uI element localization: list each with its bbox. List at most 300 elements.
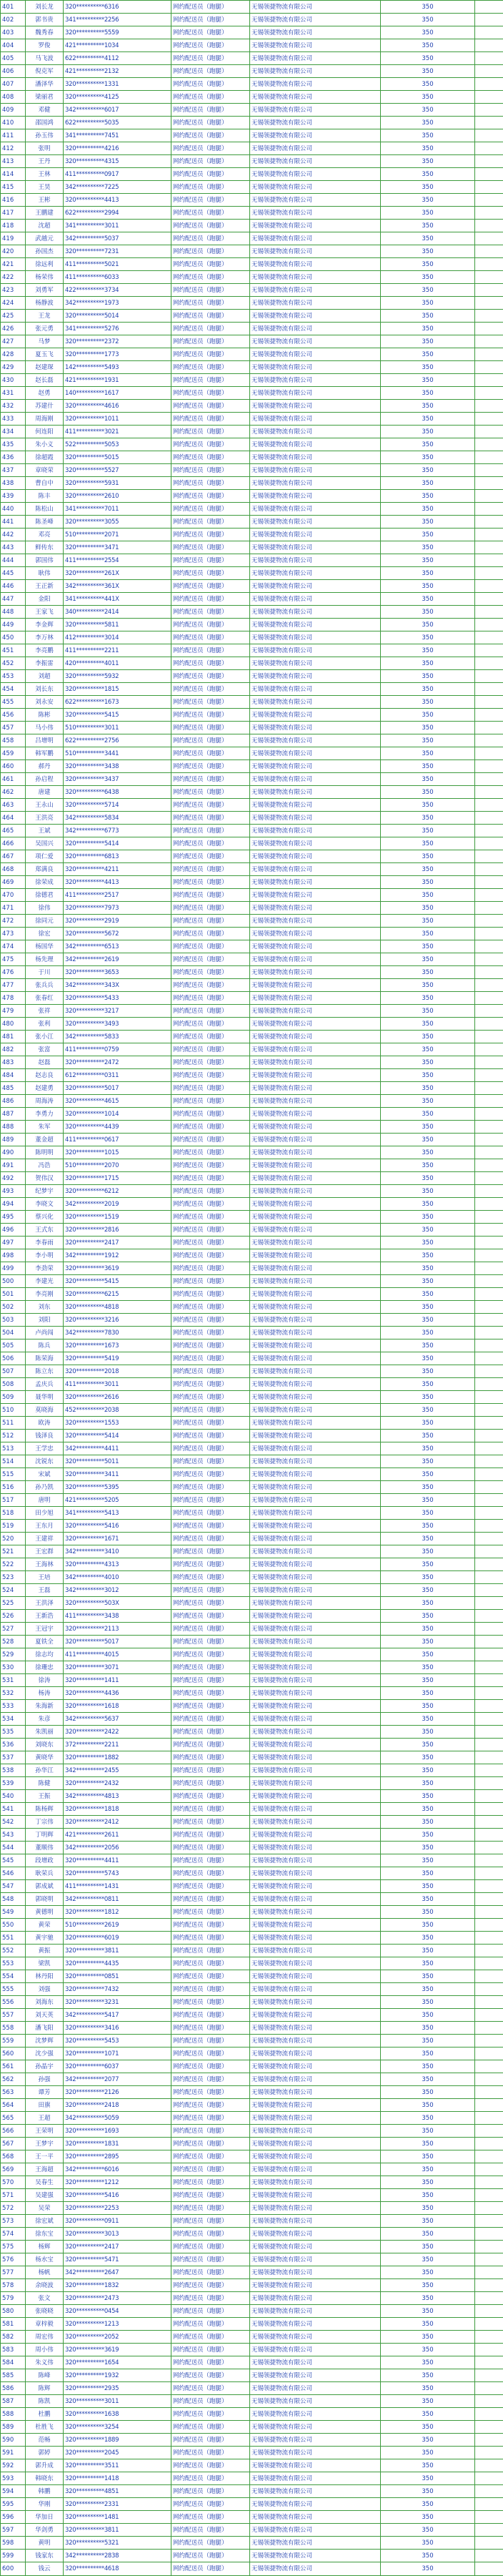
id-number-cell: 341**********7011 — [64, 503, 171, 516]
row-number-cell: 431 — [1, 387, 26, 400]
table-row — [1, 129, 503, 142]
empty-cell — [475, 374, 503, 387]
table-row — [1, 2472, 503, 2485]
name-cell: 张明 — [26, 142, 64, 155]
table-row — [1, 1031, 503, 1043]
table-row — [1, 1919, 503, 1932]
company-cell: 无锡领捷物流有限公司 — [250, 1854, 381, 1867]
amount-cell: 350 — [381, 1571, 475, 1584]
job-type-cell: 网约配送员（跑腿） — [171, 1661, 250, 1674]
table-row — [1, 1648, 503, 1661]
company-cell: 无锡领捷物流有限公司 — [250, 2138, 381, 2150]
job-type-cell: 网约配送员（跑腿） — [171, 2550, 250, 2562]
empty-cell — [475, 2241, 503, 2253]
table-row — [1, 91, 503, 104]
table-row — [1, 323, 503, 335]
table-row — [1, 1777, 503, 1790]
company-cell: 无锡领捷物流有限公司 — [250, 1520, 381, 1533]
empty-cell — [475, 1867, 503, 1880]
name-cell: 赵志良 — [26, 1069, 64, 1082]
name-cell: 徐东宝 — [26, 2228, 64, 2241]
row-number-cell: 478 — [1, 992, 26, 1005]
company-cell: 无锡领捷物流有限公司 — [250, 1018, 381, 1031]
row-number-cell: 457 — [1, 722, 26, 734]
empty-cell — [475, 1134, 503, 1146]
job-type-cell: 网约配送员（跑腿） — [171, 477, 250, 490]
empty-cell — [475, 2485, 503, 2498]
name-cell: 刘强 — [26, 1983, 64, 1996]
name-cell: 赵勇 — [26, 387, 64, 400]
name-cell: 唐明 — [26, 1494, 64, 1507]
company-cell: 无锡领捷物流有限公司 — [250, 541, 381, 554]
amount-cell: 350 — [381, 1854, 475, 1867]
name-cell: 聂华明 — [26, 1391, 64, 1404]
empty-cell — [475, 966, 503, 979]
row-number-cell: 588 — [1, 2408, 26, 2421]
row-number-cell: 486 — [1, 1095, 26, 1108]
id-number-cell: 320**********5017 — [64, 1636, 171, 1648]
table-row — [1, 2537, 503, 2550]
table-row — [1, 1417, 503, 1430]
name-cell: 杨水宝 — [26, 2253, 64, 2266]
amount-cell: 350 — [381, 1430, 475, 1442]
amount-cell: 350 — [381, 400, 475, 413]
job-type-cell: 网约配送员（跑腿） — [171, 812, 250, 825]
table-row — [1, 1352, 503, 1365]
id-number-cell: 320**********1015 — [64, 1146, 171, 1159]
company-cell: 无锡领捷物流有限公司 — [250, 1777, 381, 1790]
amount-cell: 350 — [381, 1082, 475, 1095]
id-number-cell: 320**********4439 — [64, 1121, 171, 1134]
id-number-cell: 320**********2418 — [64, 2099, 171, 2112]
company-cell: 无锡领捷物流有限公司 — [250, 902, 381, 915]
id-number-cell: 320**********3653 — [64, 966, 171, 979]
table-row — [1, 1262, 503, 1275]
row-number-cell: 407 — [1, 78, 26, 91]
name-cell: 周海刚 — [26, 413, 64, 426]
table-row — [1, 1545, 503, 1558]
table-row — [1, 554, 503, 567]
job-type-cell: 网约配送员（跑腿） — [171, 1095, 250, 1108]
job-type-cell: 网约配送员（跑腿） — [171, 1558, 250, 1571]
row-number-cell: 532 — [1, 1687, 26, 1700]
name-cell: 赵建琛 — [26, 361, 64, 374]
id-number-cell: 372**********2211 — [64, 1739, 171, 1751]
table-row — [1, 979, 503, 992]
id-number-cell: 320**********3013 — [64, 2228, 171, 2241]
amount-cell: 350 — [381, 747, 475, 760]
company-cell: 无锡领捷物流有限公司 — [250, 297, 381, 310]
row-number-cell: 504 — [1, 1327, 26, 1339]
name-cell: 谭芳 — [26, 2086, 64, 2099]
company-cell: 无锡领捷物流有限公司 — [250, 1726, 381, 1739]
job-type-cell: 网约配送员（跑腿） — [171, 837, 250, 850]
company-cell: 无锡领捷物流有限公司 — [250, 1867, 381, 1880]
row-number-cell: 567 — [1, 2138, 26, 2150]
row-number-cell: 598 — [1, 2537, 26, 2550]
id-number-cell: 320**********2919 — [64, 915, 171, 928]
name-cell: 夏铁全 — [26, 1636, 64, 1648]
amount-cell: 350 — [381, 413, 475, 426]
empty-cell — [475, 129, 503, 142]
job-type-cell: 网约配送员（跑腿） — [171, 245, 250, 258]
table-row — [1, 2099, 503, 2112]
job-type-cell: 网约配送员（跑腿） — [171, 1932, 250, 1945]
id-number-cell: 320**********1882 — [64, 1751, 171, 1764]
table-row — [1, 1481, 503, 1494]
id-number-cell: 320**********5415 — [64, 1275, 171, 1288]
name-cell: 杨国华 — [26, 940, 64, 953]
company-cell: 无锡领捷物流有限公司 — [250, 2524, 381, 2537]
table-row — [1, 2331, 503, 2344]
name-cell: 梁丽君 — [26, 91, 64, 104]
company-cell: 无锡领捷物流有限公司 — [250, 451, 381, 464]
id-number-cell: 320**********3055 — [64, 516, 171, 529]
table-row — [1, 1339, 503, 1352]
id-number-cell: 320**********6037 — [64, 2060, 171, 2073]
company-cell: 无锡领捷物流有限公司 — [250, 2189, 381, 2202]
amount-cell: 350 — [381, 2086, 475, 2099]
empty-cell — [475, 722, 503, 734]
company-cell: 无锡领捷物流有限公司 — [250, 1262, 381, 1275]
amount-cell: 350 — [381, 2241, 475, 2253]
amount-cell: 350 — [381, 1610, 475, 1623]
name-cell: 王洪亮 — [26, 812, 64, 825]
company-cell: 无锡领捷物流有限公司 — [250, 966, 381, 979]
empty-cell — [475, 1442, 503, 1455]
id-number-cell: 320**********503X — [64, 1597, 171, 1610]
job-type-cell: 网约配送员（跑腿） — [171, 709, 250, 722]
company-cell: 无锡领捷物流有限公司 — [250, 1442, 381, 1455]
id-number-cell: 320**********0851 — [64, 1970, 171, 1983]
empty-cell — [475, 1739, 503, 1751]
name-cell: 张晓晓 — [26, 2305, 64, 2318]
table-row — [1, 2241, 503, 2253]
name-cell: 王鹏建 — [26, 207, 64, 220]
company-cell: 无锡领捷物流有限公司 — [250, 825, 381, 837]
name-cell: 周宏伟 — [26, 2331, 64, 2344]
amount-cell: 350 — [381, 1957, 475, 1970]
id-number-cell: 510**********3011 — [64, 722, 171, 734]
name-cell: 田旗 — [26, 2099, 64, 2112]
table-row — [1, 1803, 503, 1816]
empty-cell — [475, 1417, 503, 1430]
amount-cell: 350 — [381, 1262, 475, 1275]
table-row — [1, 2395, 503, 2408]
table-row — [1, 284, 503, 297]
row-number-cell: 430 — [1, 374, 26, 387]
name-cell: 林丹阳 — [26, 1970, 64, 1983]
empty-cell — [475, 1069, 503, 1082]
amount-cell: 350 — [381, 1661, 475, 1674]
company-cell: 无锡领捷物流有限公司 — [250, 1584, 381, 1597]
job-type-cell: 网约配送员（跑腿） — [171, 516, 250, 529]
amount-cell: 350 — [381, 799, 475, 812]
company-cell: 无锡领捷物流有限公司 — [250, 619, 381, 631]
name-cell: 杨先理 — [26, 953, 64, 966]
row-number-cell: 530 — [1, 1661, 26, 1674]
row-number-cell: 439 — [1, 490, 26, 503]
company-cell: 无锡领捷物流有限公司 — [250, 850, 381, 863]
job-type-cell: 网约配送员（跑腿） — [171, 1494, 250, 1507]
job-type-cell: 网约配送员（跑腿） — [171, 2292, 250, 2305]
amount-cell: 350 — [381, 194, 475, 207]
job-type-cell: 网约配送员（跑腿） — [171, 1893, 250, 1906]
row-number-cell: 501 — [1, 1288, 26, 1301]
empty-cell — [475, 181, 503, 194]
row-number-cell: 560 — [1, 2047, 26, 2060]
company-cell: 无锡领捷物流有限公司 — [250, 14, 381, 26]
row-number-cell: 414 — [1, 168, 26, 181]
name-cell: 马小伟 — [26, 722, 64, 734]
empty-cell — [475, 1185, 503, 1198]
name-cell: 武越元 — [26, 232, 64, 245]
company-cell: 无锡领捷物流有限公司 — [250, 284, 381, 297]
job-type-cell: 网约配送员（跑腿） — [171, 992, 250, 1005]
table-row — [1, 400, 503, 413]
empty-cell — [475, 26, 503, 39]
empty-cell — [475, 1494, 503, 1507]
amount-cell: 350 — [381, 2318, 475, 2331]
row-number-cell: 593 — [1, 2472, 26, 2485]
job-type-cell: 网约配送员（跑腿） — [171, 1739, 250, 1751]
amount-cell: 350 — [381, 2138, 475, 2150]
table-row — [1, 1327, 503, 1339]
table-row — [1, 2550, 503, 2562]
amount-cell: 350 — [381, 1674, 475, 1687]
amount-cell: 350 — [381, 1790, 475, 1803]
amount-cell: 350 — [381, 1, 475, 14]
job-type-cell: 网约配送员（跑腿） — [171, 1842, 250, 1854]
empty-cell — [475, 1430, 503, 1442]
name-cell: 孟庆兵 — [26, 1378, 64, 1391]
company-cell: 无锡领捷物流有限公司 — [250, 503, 381, 516]
amount-cell: 350 — [381, 91, 475, 104]
company-cell: 无锡领捷物流有限公司 — [250, 1146, 381, 1159]
name-cell: 孙启程 — [26, 773, 64, 786]
job-type-cell: 网约配送员（跑腿） — [171, 670, 250, 683]
name-cell: 金阳 — [26, 593, 64, 606]
name-cell: 欧涛 — [26, 1417, 64, 1430]
name-cell: 潘飞阳 — [26, 2022, 64, 2035]
table-row — [1, 1533, 503, 1545]
table-row — [1, 1494, 503, 1507]
amount-cell: 350 — [381, 1623, 475, 1636]
id-number-cell: 341**********2256 — [64, 14, 171, 26]
row-number-cell: 516 — [1, 1481, 26, 1494]
id-number-cell: 320**********1213 — [64, 2318, 171, 2331]
empty-cell — [475, 1108, 503, 1121]
job-type-cell: 网约配送员（跑腿） — [171, 593, 250, 606]
id-number-cell: 320**********1715 — [64, 1172, 171, 1185]
empty-cell — [475, 1198, 503, 1211]
job-type-cell: 网约配送员（跑腿） — [171, 1031, 250, 1043]
id-number-cell: 320**********5011 — [64, 1455, 171, 1468]
empty-cell — [475, 1893, 503, 1906]
row-number-cell: 524 — [1, 1584, 26, 1597]
job-type-cell: 网约配送员（跑腿） — [171, 335, 250, 348]
id-number-cell: 320**********3437 — [64, 773, 171, 786]
empty-cell — [475, 940, 503, 953]
amount-cell: 350 — [381, 1211, 475, 1224]
job-type-cell: 网约配送员（跑腿） — [171, 1713, 250, 1726]
id-number-cell: 342**********1912 — [64, 1249, 171, 1262]
id-number-cell: 320**********2253 — [64, 2202, 171, 2215]
row-number-cell: 463 — [1, 799, 26, 812]
company-cell: 无锡领捷物流有限公司 — [250, 876, 381, 889]
empty-cell — [475, 1906, 503, 1919]
id-number-cell: 411**********0759 — [64, 1043, 171, 1056]
amount-cell: 350 — [381, 1378, 475, 1391]
name-cell: 吴荣 — [26, 2202, 64, 2215]
company-cell: 无锡领捷物流有限公司 — [250, 1545, 381, 1558]
row-number-cell: 462 — [1, 786, 26, 799]
amount-cell: 350 — [381, 773, 475, 786]
company-cell: 无锡领捷物流有限公司 — [250, 181, 381, 194]
job-type-cell: 网约配送员（跑腿） — [171, 915, 250, 928]
table-row — [1, 2434, 503, 2447]
row-number-cell: 595 — [1, 2498, 26, 2511]
name-cell: 吕增明 — [26, 734, 64, 747]
company-cell: 无锡领捷物流有限公司 — [250, 773, 381, 786]
job-type-cell: 网约配送员（跑腿） — [171, 374, 250, 387]
amount-cell: 350 — [381, 104, 475, 117]
amount-cell: 350 — [381, 992, 475, 1005]
id-number-cell: 320**********6316 — [64, 1, 171, 14]
table-row — [1, 2447, 503, 2459]
amount-cell: 350 — [381, 490, 475, 503]
name-cell: 罗俊 — [26, 39, 64, 52]
amount-cell: 350 — [381, 760, 475, 773]
table-row — [1, 14, 503, 26]
name-cell: 陈圣峰 — [26, 516, 64, 529]
row-number-cell: 477 — [1, 979, 26, 992]
table-row — [1, 2163, 503, 2176]
company-cell: 无锡领捷物流有限公司 — [250, 2176, 381, 2189]
company-cell: 无锡领捷物流有限公司 — [250, 2331, 381, 2344]
amount-cell: 350 — [381, 1224, 475, 1237]
job-type-cell: 网约配送员（跑腿） — [171, 1520, 250, 1533]
id-number-cell: 612**********0311 — [64, 1069, 171, 1082]
name-cell: 赵长磊 — [26, 374, 64, 387]
id-number-cell: 342**********7830 — [64, 1327, 171, 1339]
empty-cell — [475, 220, 503, 232]
company-cell: 无锡领捷物流有限公司 — [250, 1713, 381, 1726]
id-number-cell: 320**********1212 — [64, 2176, 171, 2189]
amount-cell: 350 — [381, 1146, 475, 1159]
job-type-cell: 网约配送员（跑腿） — [171, 503, 250, 516]
table-row — [1, 2382, 503, 2395]
row-number-cell: 453 — [1, 670, 26, 683]
name-cell: 王斌 — [26, 825, 64, 837]
empty-cell — [475, 1610, 503, 1623]
amount-cell: 350 — [381, 1069, 475, 1082]
amount-cell: 350 — [381, 2112, 475, 2125]
table-row — [1, 812, 503, 825]
amount-cell: 350 — [381, 2369, 475, 2382]
row-number-cell: 552 — [1, 1945, 26, 1957]
name-cell: 刘阳 — [26, 1314, 64, 1327]
row-number-cell: 548 — [1, 1893, 26, 1906]
amount-cell: 350 — [381, 1777, 475, 1790]
amount-cell: 350 — [381, 2395, 475, 2408]
job-type-cell: 网约配送员（跑腿） — [171, 1648, 250, 1661]
job-type-cell: 网约配送员（跑腿） — [171, 168, 250, 181]
name-cell: 王彬 — [26, 194, 64, 207]
table-row — [1, 2009, 503, 2022]
table-row — [1, 2086, 503, 2099]
name-cell: 田少旭 — [26, 1507, 64, 1520]
id-number-cell: 342**********2077 — [64, 2073, 171, 2086]
table-row — [1, 619, 503, 631]
id-number-cell: 320**********2372 — [64, 335, 171, 348]
name-cell: 王宏群 — [26, 1545, 64, 1558]
id-number-cell: 342**********7225 — [64, 181, 171, 194]
job-type-cell: 网约配送员（跑腿） — [171, 1262, 250, 1275]
empty-cell — [475, 2112, 503, 2125]
table-row — [1, 837, 503, 850]
table-row — [1, 696, 503, 709]
empty-cell — [475, 670, 503, 683]
company-cell: 无锡领捷物流有限公司 — [250, 1739, 381, 1751]
name-cell: 王昊 — [26, 181, 64, 194]
company-cell: 无锡领捷物流有限公司 — [250, 979, 381, 992]
id-number-cell: 320**********2472 — [64, 1056, 171, 1069]
table-row — [1, 1790, 503, 1803]
name-cell: 耿伟 — [26, 567, 64, 580]
empty-cell — [475, 2202, 503, 2215]
amount-cell: 350 — [381, 2485, 475, 2498]
job-type-cell: 网约配送员（跑腿） — [171, 348, 250, 361]
id-number-cell: 320**********5559 — [64, 26, 171, 39]
id-number-cell: 320**********5014 — [64, 310, 171, 323]
table-row — [1, 1, 503, 14]
amount-cell: 350 — [381, 1983, 475, 1996]
table-row — [1, 1146, 503, 1159]
job-type-cell: 网约配送员（跑腿） — [171, 2472, 250, 2485]
job-type-cell: 网约配送员（跑腿） — [171, 1288, 250, 1301]
id-number-cell: 622**********5035 — [64, 117, 171, 129]
amount-cell: 350 — [381, 232, 475, 245]
empty-cell — [475, 387, 503, 400]
row-number-cell: 587 — [1, 2395, 26, 2408]
table-row — [1, 953, 503, 966]
job-type-cell: 网约配送员（跑腿） — [171, 1339, 250, 1352]
amount-cell: 350 — [381, 310, 475, 323]
name-cell: 魏秀春 — [26, 26, 64, 39]
row-number-cell: 576 — [1, 2253, 26, 2266]
row-number-cell: 521 — [1, 1545, 26, 1558]
amount-cell: 350 — [381, 2099, 475, 2112]
amount-cell: 350 — [381, 1867, 475, 1880]
company-cell: 无锡领捷物流有限公司 — [250, 155, 381, 168]
empty-cell — [475, 426, 503, 438]
id-number-cell: 320**********1411 — [64, 1674, 171, 1687]
id-number-cell: 411**********5021 — [64, 258, 171, 271]
table-row — [1, 1301, 503, 1314]
job-type-cell: 网约配送员（跑腿） — [171, 14, 250, 26]
company-cell: 无锡领捷物流有限公司 — [250, 78, 381, 91]
row-number-cell: 536 — [1, 1739, 26, 1751]
job-type-cell: 网约配送员（跑腿） — [171, 91, 250, 104]
row-number-cell: 540 — [1, 1790, 26, 1803]
company-cell: 无锡领捷物流有限公司 — [250, 1932, 381, 1945]
company-cell: 无锡领捷物流有限公司 — [250, 2073, 381, 2086]
table-row — [1, 2125, 503, 2138]
job-type-cell: 网约配送员（跑腿） — [171, 194, 250, 207]
company-cell: 无锡领捷物流有限公司 — [250, 426, 381, 438]
amount-cell: 350 — [381, 1996, 475, 2009]
